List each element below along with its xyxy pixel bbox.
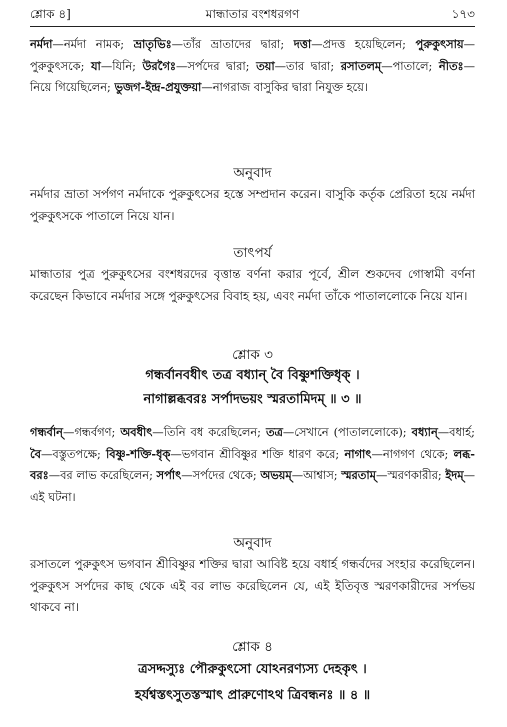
syn-term: অবধীৎ (120, 425, 153, 439)
syn-term: বৈ (30, 446, 41, 461)
verse-3-heading: শ্লোক ৩ (232, 347, 273, 363)
syn-meaning: —নাগগণ থেকে; (371, 446, 454, 461)
verse-4-line-1: ত্রসদ্দস্যুঃ পৌরুকুৎসো যোঽনরণ্যস্য দেহকৃৎ । (138, 662, 367, 677)
verse-4-heading: শ্লোক ৪ (232, 639, 273, 655)
syn-term: নাগাৎ (344, 446, 372, 461)
synonyms-verse-3 (30, 422, 475, 508)
syn-meaning: —আশ্বাস; (291, 468, 342, 483)
syn-meaning: —ভগবান শ্রীবিষ্ণুর শক্তি ধারণ করে; (170, 446, 345, 461)
syn-meaning: —তিনি বধ করেছিলেন; (152, 425, 266, 439)
syn-meaning: —বধার্হ; (437, 425, 476, 439)
syn-meaning: —এই ঘটনা। (30, 468, 475, 504)
verse-3-line-1: গন্ধর্বানবধীৎ তত্র বধ্যান্ বৈ বিষ্ণুশক্তিধৃক্ । (145, 368, 360, 383)
syn-meaning: —যিনি; (100, 58, 143, 73)
translation-heading: অনুবাদ (233, 165, 272, 181)
translation-text: নর্মদার ভ্রাতা সর্পগণ নর্মদাকে পুরুকুৎসের হস্তে সম্প্রদান করেন। বাসুকি কর্তৃক প্রেরিতা হয়ে নর্মদা পুরুকুৎসকে পাতালে নিয়ে যান। (30, 187, 475, 223)
syn-meaning: —গন্ধর্বগণ; (62, 425, 121, 439)
header-chapter-title: মান্ধাতার বংশধরগণ (205, 7, 300, 21)
syn-term: গন্ধর্বান্ (30, 425, 63, 439)
syn-term: ভ্রাতৃভিঃ (133, 37, 172, 51)
syn-term: স্মরতাম্ (341, 468, 376, 483)
syn-meaning: —বর লাভ করেছিলেন; (48, 468, 157, 483)
syn-meaning: —সর্পদের থেকে; (181, 468, 261, 483)
syn-meaning: —তাঁর ভ্রাতাদের দ্বারা; (171, 37, 294, 51)
syn-term: তত্র (265, 425, 283, 439)
syn-term: বিষ্ণু-শক্তি-ধৃক্ (106, 446, 171, 461)
syn-meaning: —নাগরাজ বাসুকির দ্বারা নিযুক্ত হয়ে। (201, 80, 368, 95)
syn-meaning: —তার দ্বারা; (274, 58, 341, 73)
verse-4-line-2: হর্যশ্বস্তৎসুতস্তস্মাৎ প্রারুণোঽথ ত্রিবন্ধনঃ ॥ ৪ ॥ (134, 688, 371, 703)
syn-meaning: —পুরুকুৎসকে; (30, 37, 475, 73)
syn-term: ইদম্ (445, 468, 464, 483)
header-verse-ref: শ্লোক ৪] (30, 7, 71, 21)
syn-meaning: —প্রদত্ত হয়েছিলেন; (311, 37, 416, 51)
header-page-number: ১৭৩ (451, 7, 475, 21)
syn-term: বধ্যান্ (411, 425, 438, 439)
syn-term: ভুজগ-ইন্দ্র-প্রযুক্তয়া (114, 80, 202, 95)
purport-heading: তাৎপর্য (233, 245, 272, 261)
syn-term: অভয়ম্ (260, 468, 292, 483)
syn-meaning: —সর্পদের দ্বারা; (176, 58, 257, 73)
syn-meaning: —নর্মদা নামক; (52, 37, 134, 51)
purport-text: মান্ধাতার পুত্র পুরুকুৎসের বংশধরদের বৃত্তান্ত বর্ণনা করার পূর্বে, শ্রীল শুকদেব গোস্বামী বর্ণনা করেছেন কিভাবে নর্মদার সঙ্গে পুরুকুৎসের বিবাহ হয়, এবং নর্মদা তাঁকে পাতাললোকে নিয়ে যান। (30, 267, 475, 303)
syn-term: সর্পাৎ (156, 468, 182, 483)
syn-meaning: —বস্তুতপক্ষে; (40, 446, 107, 461)
translation-2-heading: অনুবাদ (233, 535, 272, 551)
header-divider (30, 26, 475, 27)
syn-term: যা (91, 58, 101, 73)
syn-term: লব্ধ-বরঃ (30, 446, 476, 483)
syn-term: রসাতলম্ (340, 58, 382, 73)
syn-term: দত্তা (293, 37, 312, 51)
running-header (30, 6, 475, 26)
syn-meaning: —পাতালে; (381, 58, 439, 73)
verse-3-line-2: নাগাল্লব্ধবরঃ সর্পাদভয়ং স্মরতামিদম্ ॥ ৩ ॥ (143, 392, 362, 407)
syn-term: নর্মদা (30, 37, 53, 51)
synonyms-top (30, 34, 475, 99)
syn-term: তয়া (256, 58, 275, 73)
syn-term: উরগৈঃ (142, 58, 177, 73)
syn-term: পুরুকুৎসায় (415, 37, 464, 51)
translation-2-text: রসাতলে পুরুকুৎস ভগবান শ্রীবিষ্ণুর শক্তির দ্বারা আবিষ্ট হয়ে বধার্হ গন্ধর্বদের সংহার করেছিলেন। পুরুকুৎস সর্পদের কাছ থেকে এই বর লাভ করেছিলেন যে, এই ইতিবৃত্ত স্মরণকারীদের সর্পভয় থাকবে না। (30, 557, 475, 615)
syn-meaning: —নিয়ে গিয়েছিলেন; (30, 58, 475, 95)
syn-meaning: —সেখানে (পাতাললোকে); (282, 425, 412, 439)
syn-term: নীতঃ (438, 58, 464, 73)
syn-meaning: —স্মরণকারীর; (375, 468, 446, 483)
